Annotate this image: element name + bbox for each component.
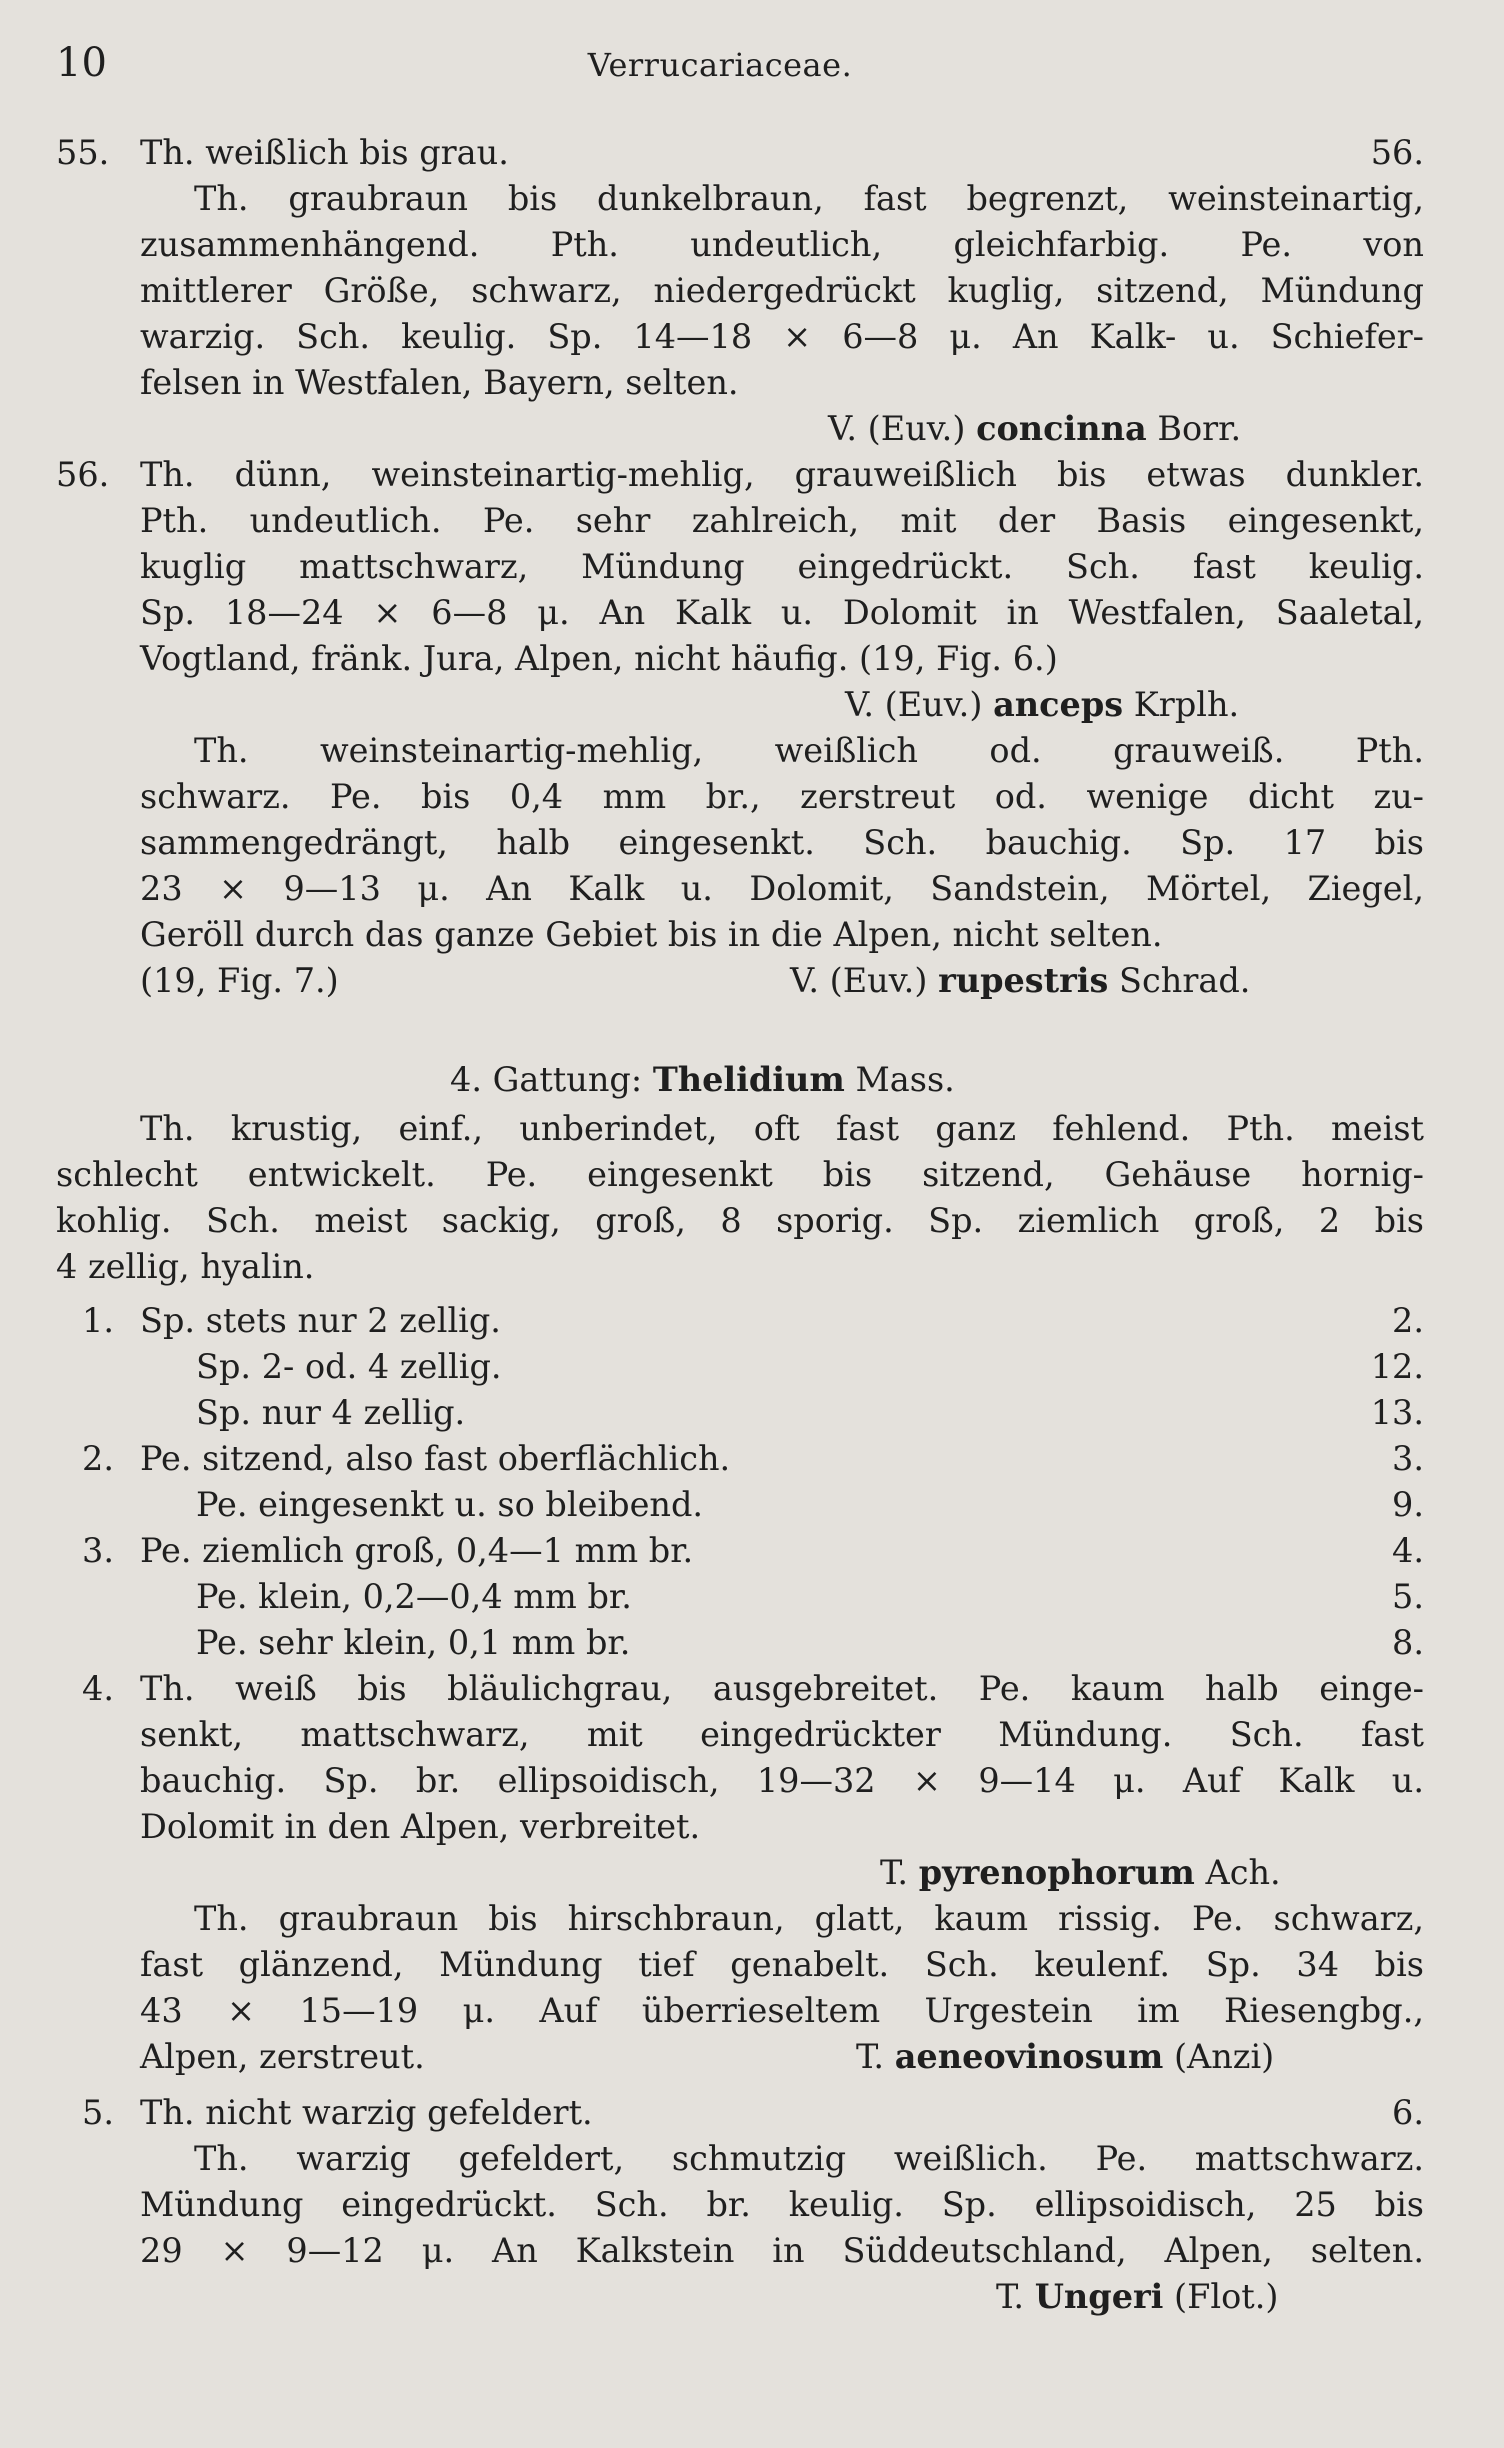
text-line: [0, 774, 1504, 820]
text-line: [0, 1436, 1504, 1482]
couplet-number: 3.: [82, 1531, 114, 1570]
text-line: [0, 590, 1504, 636]
text-line: [0, 1198, 1504, 1244]
couplet-reference: 12.: [1370, 1347, 1424, 1386]
line-text: Th. weißlich bis grau.: [140, 133, 509, 172]
couplet-reference: 2.: [1392, 1301, 1424, 1340]
species-name: T. Ungeri (Flot.): [996, 2277, 1279, 2316]
text-line: [0, 1896, 1504, 1942]
text-line: [0, 130, 1504, 176]
line-text: Sp. 18—24 × 6—8 μ. An Kalk u. Dolomit in Westfalen, Saaletal,: [140, 593, 1424, 632]
species-name: V. (Euv.) concinna Borr.: [828, 409, 1242, 448]
text-line: [0, 1804, 1504, 1850]
line-text: Th. nicht warzig gefeldert.: [140, 2093, 593, 2132]
line-text: Th. graubraun bis dunkelbraun, fast begrenzt, weinsteinartig,: [194, 179, 1424, 218]
text-line: [0, 1712, 1504, 1758]
text-line: [0, 2090, 1504, 2136]
couplet-number: 4.: [82, 1669, 114, 1708]
line-text: Dolomit in den Alpen, verbreitet.: [140, 1807, 701, 1846]
line-text: Th. warzig gefeldert, schmutzig weißlich. Pe. mattschwarz.: [194, 2139, 1424, 2178]
line-text: Pe. ziemlich groß, 0,4—1 mm br.: [140, 1531, 694, 1570]
page-number: 10: [56, 40, 107, 86]
text-line: [0, 820, 1504, 866]
line-text: fast glänzend, Mündung tief genabelt. Sch. keulenf. Sp. 34 bis: [140, 1945, 1424, 1984]
text-line: [0, 1620, 1504, 1666]
couplet-reference: 8.: [1392, 1623, 1424, 1662]
couplet-reference: 56.: [1370, 133, 1424, 172]
text-line: [0, 1298, 1504, 1344]
species-name: T. pyrenophorum Ach.: [880, 1853, 1281, 1892]
text-line: [0, 1390, 1504, 1436]
couplet-reference: 5.: [1392, 1577, 1424, 1616]
text-line: [0, 1057, 1504, 1103]
text-line: [0, 1528, 1504, 1574]
text-line: [0, 636, 1504, 682]
line-text: Geröll durch das ganze Gebiet bis in die Alpen, nicht selten.: [140, 915, 1163, 954]
page-header: [56, 40, 1384, 90]
couplet-reference: 6.: [1392, 2093, 1424, 2132]
text-line: [0, 728, 1504, 774]
text-line: [0, 360, 1504, 406]
line-text: Pe. sitzend, also fast oberflächlich.: [140, 1439, 731, 1478]
line-text: Th. graubraun bis hirschbraun, glatt, kaum rissig. Pe. schwarz,: [194, 1899, 1424, 1938]
running-title: Verrucariaceae.: [587, 46, 853, 84]
line-text: kohlig. Sch. meist sackig, groß, 8 sporig. Sp. ziemlich groß, 2 bis: [56, 1201, 1424, 1240]
text-line: [0, 1666, 1504, 1712]
line-text: Th. krustig, einf., unberindet, oft fast ganz fehlend. Pth. meist: [140, 1109, 1424, 1148]
line-text: 23 × 9—13 μ. An Kalk u. Dolomit, Sandstein, Mörtel, Ziegel,: [140, 869, 1424, 908]
text-line: [0, 498, 1504, 544]
text-line: [0, 1850, 1504, 1896]
line-text: 43 × 15—19 μ. Auf überrieseltem Urgestein im Riesengbg.,: [140, 1991, 1424, 2030]
text-line: [0, 2274, 1504, 2320]
line-text: zusammenhängend. Pth. undeutlich, gleichfarbig. Pe. von: [140, 225, 1424, 264]
text-line: [0, 314, 1504, 360]
species-name: V. (Euv.) rupestris Schrad.: [790, 961, 1251, 1000]
text-line: [0, 1758, 1504, 1804]
genus-heading: 4. Gattung: Thelidium Mass.: [450, 1060, 955, 1099]
line-text: Sp. nur 4 zellig.: [196, 1393, 466, 1432]
line-text: Pe. sehr klein, 0,1 mm br.: [196, 1623, 631, 1662]
text-line: [0, 1106, 1504, 1152]
text-line: [0, 176, 1504, 222]
couplet-reference: 9.: [1392, 1485, 1424, 1524]
text-line: [0, 452, 1504, 498]
line-text: Pth. undeutlich. Pe. sehr zahlreich, mit der Basis eingesenkt,: [140, 501, 1424, 540]
line-text: senkt, mattschwarz, mit eingedrückter Mündung. Sch. fast: [140, 1715, 1424, 1754]
line-text: Alpen, zerstreut.: [140, 2037, 425, 2076]
line-text: 29 × 9—12 μ. An Kalkstein in Süddeutschland, Alpen, selten.: [140, 2231, 1424, 2270]
line-text: felsen in Westfalen, Bayern, selten.: [140, 363, 739, 402]
couplet-number: 5.: [82, 2093, 114, 2132]
line-text: 4 zellig, hyalin.: [56, 1247, 315, 1286]
text-line: [0, 2182, 1504, 2228]
line-text: kuglig mattschwarz, Mündung eingedrückt. Sch. fast keulig.: [140, 547, 1424, 586]
species-name: T. aeneovinosum (Anzi): [856, 2037, 1275, 2076]
line-text: Sp. stets nur 2 zellig.: [140, 1301, 501, 1340]
line-text: bauchig. Sp. br. ellipsoidisch, 19—32 × 9—14 μ. Auf Kalk u.: [140, 1761, 1424, 1800]
text-line: [0, 1152, 1504, 1198]
couplet-number: 56.: [56, 455, 110, 494]
couplet-reference: 4.: [1392, 1531, 1424, 1570]
text-line: [0, 222, 1504, 268]
couplet-reference: 13.: [1370, 1393, 1424, 1432]
text-line: [0, 1344, 1504, 1390]
text-line: [0, 2034, 1504, 2080]
text-line: [0, 1244, 1504, 1290]
line-text: schwarz. Pe. bis 0,4 mm br., zerstreut od. wenige dicht zu-: [140, 777, 1424, 816]
line-text: Pe. klein, 0,2—0,4 mm br.: [196, 1577, 632, 1616]
line-text: mittlerer Größe, schwarz, niedergedrückt kuglig, sitzend, Mündung: [140, 271, 1424, 310]
text-line: [0, 406, 1504, 452]
couplet-number: 55.: [56, 133, 110, 172]
line-text: Sp. 2- od. 4 zellig.: [196, 1347, 502, 1386]
species-name: V. (Euv.) anceps Krplh.: [845, 685, 1240, 724]
line-text: Th. dünn, weinsteinartig-mehlig, grauweißlich bis etwas dunkler.: [140, 455, 1424, 494]
line-text: Mündung eingedrückt. Sch. br. keulig. Sp. ellipsoidisch, 25 bis: [140, 2185, 1424, 2224]
text-line: [0, 866, 1504, 912]
text-line: [0, 958, 1504, 1004]
line-text: Th. weiß bis bläulichgrau, ausgebreitet. Pe. kaum halb einge-: [140, 1669, 1424, 1708]
text-line: [0, 1574, 1504, 1620]
line-text: Pe. eingesenkt u. so bleibend.: [196, 1485, 704, 1524]
text-line: [0, 1482, 1504, 1528]
couplet-number: 1.: [82, 1301, 114, 1340]
text-line: [0, 682, 1504, 728]
text-line: [0, 544, 1504, 590]
line-text: Vogtland, fränk. Jura, Alpen, nicht häufig. (19, Fig. 6.): [140, 639, 1058, 678]
line-text: Th. weinsteinartig-mehlig, weißlich od. grauweiß. Pth.: [194, 731, 1424, 770]
couplet-number: 2.: [82, 1439, 114, 1478]
text-line: [0, 912, 1504, 958]
line-text: (19, Fig. 7.): [140, 961, 339, 1000]
line-text: sammengedrängt, halb eingesenkt. Sch. bauchig. Sp. 17 bis: [140, 823, 1424, 862]
text-line: [0, 1988, 1504, 2034]
text-line: [0, 2136, 1504, 2182]
couplet-reference: 3.: [1392, 1439, 1424, 1478]
text-line: [0, 268, 1504, 314]
text-line: [0, 1942, 1504, 1988]
text-line: [0, 2228, 1504, 2274]
line-text: schlecht entwickelt. Pe. eingesenkt bis sitzend, Gehäuse hornig-: [56, 1155, 1424, 1194]
line-text: warzig. Sch. keulig. Sp. 14—18 × 6—8 μ. An Kalk- u. Schiefer-: [140, 317, 1424, 356]
